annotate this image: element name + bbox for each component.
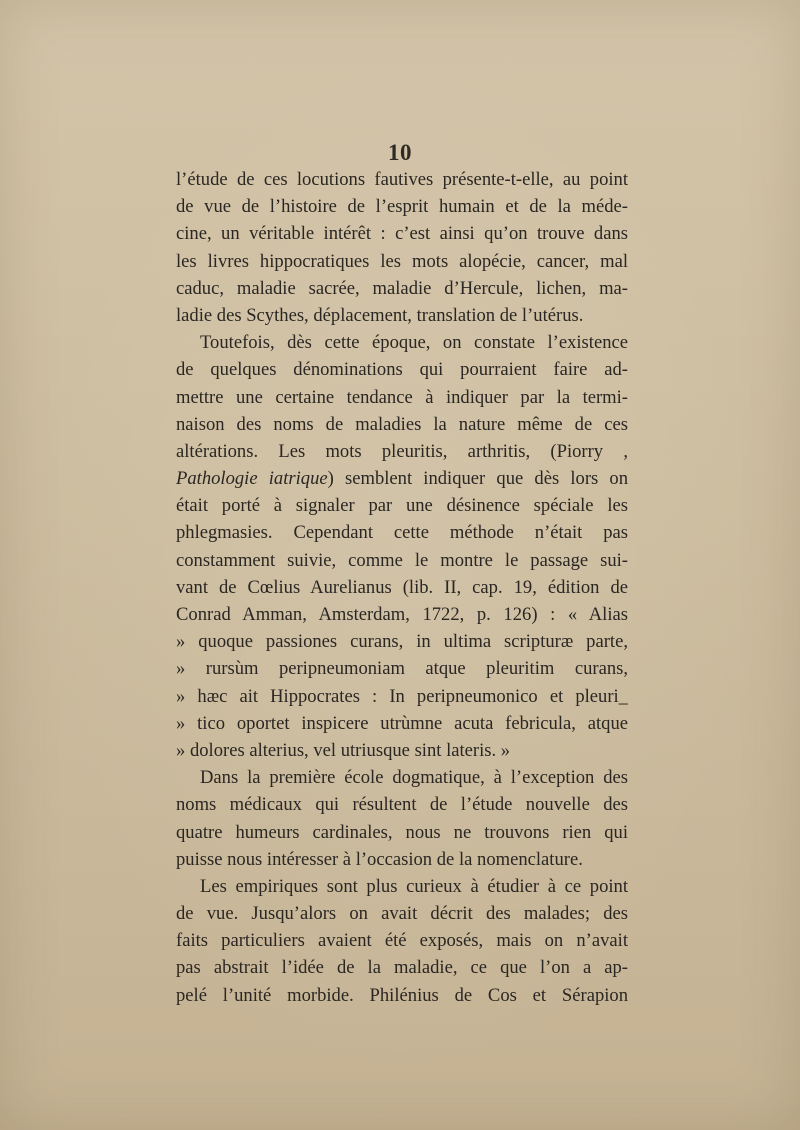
text-line: vant de Cœlius Aurelianus (lib. II, cap. 19, édition de <box>176 576 628 598</box>
text-line: noms médicaux qui résultent de l’étude nouvelle des <box>176 794 628 816</box>
text-line: était porté à signaler par une désinence spéciale les <box>176 495 628 517</box>
text-line: » hæc ait Hippocrates : In peripneumonico et pleuri_ <box>176 685 628 707</box>
text-line: altérations. Les mots pleuritis, arthritis, (Piorry , <box>176 440 628 462</box>
text-line: de vue de l’histoire de l’esprit humain et de la méde- <box>176 196 628 218</box>
body-text <box>176 166 628 1009</box>
text-line: mettre une certaine tendance à indiquer par la termi- <box>176 386 628 408</box>
text-line: naison des noms de maladies la nature même de ces <box>176 413 628 435</box>
text-line: les livres hippocratiques les mots alopécie, cancer, mal <box>176 250 628 272</box>
text-line: faits particuliers avaient été exposés, mais on n’avait <box>176 930 628 952</box>
text-line: l’étude de ces locutions fautives présente-t-elle, au point <box>176 169 628 190</box>
text-line: » rursùm peripneumoniam atque pleuritim curans, <box>176 658 628 680</box>
text-line: » tico oportet inspicere utrùmne acuta febricula, atque <box>176 712 628 734</box>
text-line: puisse nous intéresser à l’occasion de la nomenclature. <box>176 848 583 870</box>
text-line: de quelques dénominations qui pourraient faire ad- <box>176 359 628 381</box>
text-line: cine, un véritable intérêt : c’est ainsi qu’on trouve dans <box>176 223 628 245</box>
text-line: pas abstrait l’idée de la maladie, ce que l’on a ap- <box>176 957 628 979</box>
page-number: 10 <box>388 140 412 165</box>
text-line: » quoque passiones curans, in ultima scripturæ parte, <box>176 631 628 653</box>
text-line: Dans la première école dogmatique, à l’exception des <box>200 767 628 789</box>
text-line: caduc, maladie sacrée, maladie d’Hercule, lichen, ma- <box>176 277 628 299</box>
text-line: Les empiriques sont plus curieux à étudier à ce point <box>200 875 628 897</box>
text-line: quatre humeurs cardinales, nous ne trouvons rien qui <box>176 821 628 843</box>
text-line: Toutefois, dès cette époque, on constate l’existence <box>200 332 628 354</box>
text-line: Pathologie iatrique) semblent indiquer que dès lors on <box>176 468 628 490</box>
text-line: ladie des Scythes, déplacement, translation de l’utérus. <box>176 304 584 326</box>
text-line: constamment suivie, comme le montre le passage sui- <box>176 549 628 571</box>
text-line: » dolores alterius, vel utriusque sint lateris. » <box>176 739 511 761</box>
text-line: Conrad Amman, Amsterdam, 1722, p. 126) : « Alias <box>176 604 628 625</box>
text-line: phlegmasies. Cependant cette méthode n’était pas <box>176 522 628 544</box>
text-line: pelé l’unité morbide. Philénius de Cos et Sérapion <box>176 984 628 1006</box>
text-line: de vue. Jusqu’alors on avait décrit des malades; des <box>176 903 628 925</box>
